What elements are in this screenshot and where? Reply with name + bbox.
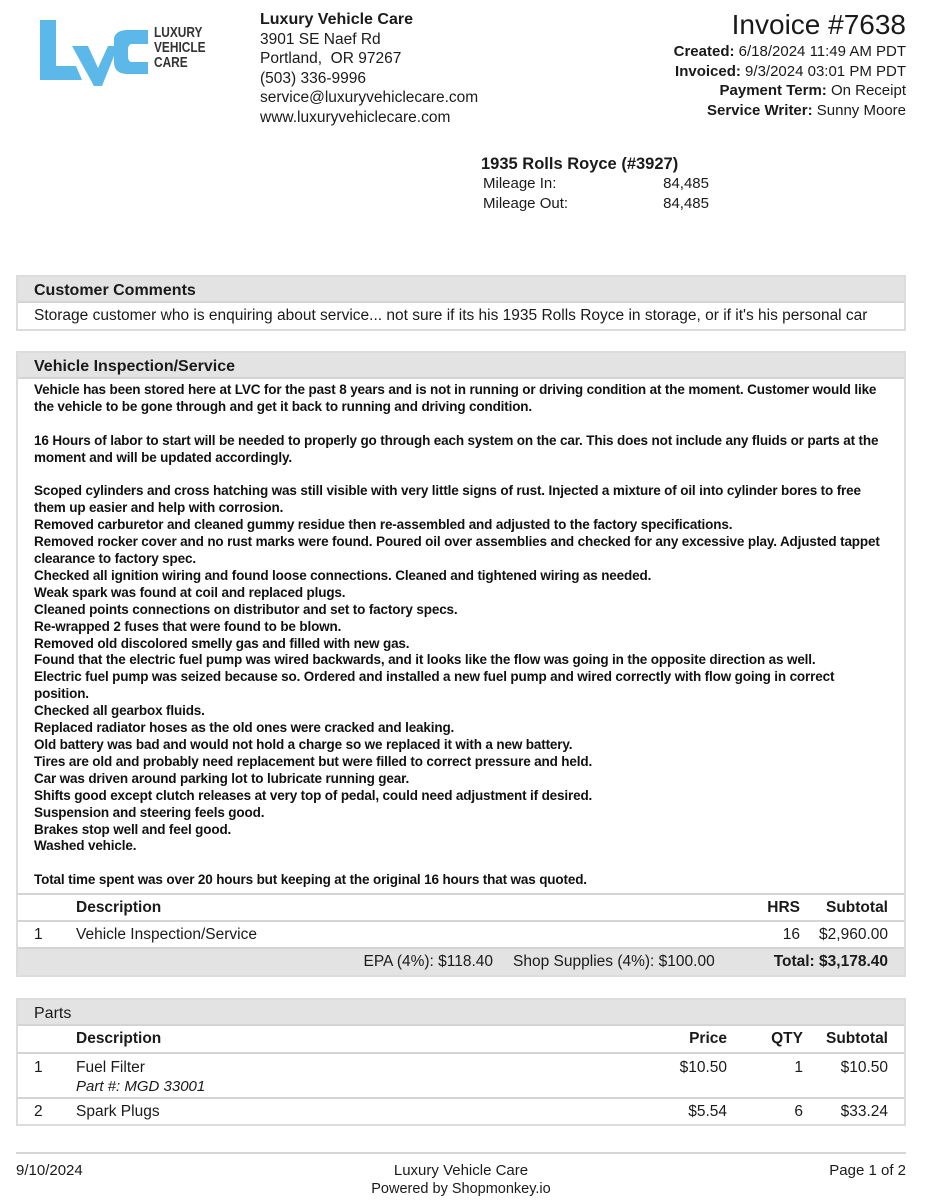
work-line: Suspension and steering feels good.: [34, 804, 265, 820]
inspection-header: Vehicle Inspection/Service: [18, 353, 904, 379]
customer-comments-section: [16, 275, 906, 331]
created-value: 6/18/2024 11:49 AM PDT: [734, 43, 906, 60]
work-line: Brakes stop well and feel good.: [34, 821, 232, 837]
mileage-out-row: [481, 194, 721, 214]
footer-powered-by: Powered by Shopmonkey.io: [371, 1181, 551, 1197]
mileage-out-value: 84,485: [663, 195, 709, 212]
company-logo: [32, 16, 218, 88]
part-row-number: 2: [34, 1103, 43, 1120]
part-row-description: Spark Plugs: [76, 1103, 160, 1120]
work-line: Removed rocker cover and no rust marks were found. Poured oil over assemblies and checked for any excessive play. Adjusted tappet clearance to factory spec.: [34, 534, 880, 567]
work-line: Checked all ignition wiring and found loose connections. Cleaned and tightened wiring as needed.: [34, 567, 652, 583]
footer-company: Luxury Vehicle Care: [393, 1162, 529, 1179]
invoiced-label: Invoiced:: [675, 62, 741, 80]
labor-row-number: 1: [34, 925, 43, 943]
col-qty: QTY: [727, 1026, 803, 1053]
labor-row-hrs: 16: [782, 925, 800, 943]
col-description: Description: [60, 1026, 627, 1053]
parts-header: Parts: [18, 1000, 904, 1026]
work-line: Removed old discolored smelly gas and filled with new gas.: [34, 635, 410, 651]
work-line: Removed carburetor and cleaned gummy residue then re-assembled and adjusted to the factory specifications.: [34, 517, 733, 533]
labor-totals-row: [18, 948, 904, 975]
logo-text-line: LUXURY: [154, 25, 203, 41]
inspection-notes: [18, 379, 904, 893]
work-line: Tires are old and probably need replacement but were filled to correct pressure and held.: [34, 753, 593, 769]
parts-section: [16, 998, 906, 1126]
labor-row: [18, 921, 904, 948]
company-name: Luxury Vehicle Care: [260, 11, 413, 28]
created-date: [674, 42, 906, 62]
service-writer-label: Service Writer:: [707, 101, 813, 119]
labor-total: Total: $3,178.40: [773, 953, 888, 971]
work-line: Checked all gearbox fluids.: [34, 703, 205, 719]
invoice-header: [674, 8, 906, 120]
mileage-out-label: Mileage Out:: [483, 195, 569, 212]
work-line: Scoped cylinders and cross hatching was still visible with very little signs of rust. Injected a mixture of oil into cylinder bores to free them up easier and help with corrosion.: [34, 483, 861, 516]
logo-text-line: CARE: [154, 55, 188, 71]
part-row-description: Fuel Filter: [76, 1059, 145, 1076]
part-row-qty: 6: [794, 1103, 803, 1120]
company-website[interactable]: www.luxuryvehiclecare.com: [260, 108, 451, 126]
part-row: [18, 1053, 904, 1098]
service-writer: [674, 101, 906, 121]
part-row-number: 1: [18, 1053, 60, 1098]
payment-term: [674, 81, 906, 101]
invoiced-date: [674, 62, 906, 82]
labor-table: [18, 893, 904, 975]
col-number: [18, 1026, 60, 1053]
payment-term-value: On Receipt: [826, 82, 906, 99]
vehicle-title: 1935 Rolls Royce (#3927): [481, 155, 679, 173]
labor-row-subtotal: $2,960.00: [819, 925, 888, 943]
mileage-in-value: 84,485: [663, 175, 709, 192]
work-line: Shifts good except clutch releases at very top of pedal, could need adjustment if desired.: [34, 787, 593, 803]
work-line: Old battery was bad and would not hold a charge so we replaced it with a new battery.: [34, 737, 573, 752]
logo-wordmark: [154, 26, 206, 71]
parts-table-header: [18, 1026, 904, 1053]
company-info: [260, 10, 478, 127]
labor-row-description: Vehicle Inspection/Service: [76, 925, 257, 943]
labor-table-header: [18, 894, 904, 921]
work-line: Replaced radiator hoses as the old ones were cracked and leaking.: [34, 720, 455, 736]
company-phone: (503) 336-9996: [260, 69, 366, 87]
mileage-in-row: [481, 174, 721, 194]
company-email[interactable]: service@luxuryvehiclecare.com: [260, 89, 479, 106]
work-line: Weak spark was found at coil and replaced plugs.: [34, 584, 346, 600]
customer-comments-header: Customer Comments: [18, 277, 904, 303]
work-performed-list: [34, 483, 888, 855]
work-line: Re-wrapped 2 fuses that were found to be blown.: [34, 618, 342, 634]
mileage-in-label: Mileage In:: [483, 175, 557, 192]
col-hrs: HRS: [754, 894, 800, 921]
work-line: Car was driven around parking lot to lubricate running gear.: [34, 770, 410, 786]
payment-term-label: Payment Term:: [719, 82, 827, 99]
vehicle-info: [481, 154, 721, 214]
part-number: Part #: MGD 33001: [76, 1078, 206, 1095]
company-address-line1: 3901 SE Naef Rd: [260, 30, 381, 48]
logo-text-line: VEHICLE: [154, 40, 206, 56]
inspection-section: [16, 351, 906, 977]
col-subtotal: Subtotal: [800, 894, 904, 921]
part-row-qty: 1: [727, 1053, 803, 1098]
service-writer-value: Sunny Moore: [812, 101, 906, 119]
part-row-subtotal: $33.24: [840, 1103, 888, 1120]
col-description: Description: [60, 894, 754, 921]
shop-supplies-fee: Shop Supplies (4%): $100.00: [513, 953, 715, 971]
inspection-paragraph: Vehicle has been stored here at LVC for the past 8 years and is not in running or driving condition at the moment. Customer would like the vehicle to be gone through and get it back to running and driving condition.: [34, 382, 877, 414]
inspection-paragraph: 16 Hours of labor to start will be needed to properly go through each system on the car. This does not include any fluids or parts at the moment and will be updated accordingly.: [34, 432, 879, 465]
inspection-closing: Total time spent was over 20 hours but keeping at the original 16 hours that was quoted.: [34, 872, 587, 888]
created-label: Created:: [673, 43, 735, 60]
work-line: Cleaned points connections on distributor and set to factory specs.: [34, 601, 458, 617]
invoiced-value: 9/3/2024 03:01 PM PDT: [740, 62, 906, 80]
part-row: [18, 1098, 904, 1124]
footer-date: 9/10/2024: [16, 1162, 83, 1179]
company-address-line2: Portland, OR 97267: [260, 50, 402, 67]
work-line: Found that the electric fuel pump was wired backwards, and it looks like the flow was going in the opposite direction as well.: [34, 652, 816, 668]
part-row-description-cell: [60, 1053, 627, 1098]
work-line: Washed vehicle.: [34, 838, 137, 854]
footer-center: [16, 1161, 906, 1199]
customer-comments-text: Storage customer who is enquiring about service... not sure if its his 1935 Rolls Royce in storage, or if it's his personal car: [34, 307, 868, 324]
part-row-price: $10.50: [627, 1053, 727, 1098]
footer-divider: [16, 1152, 906, 1154]
part-row-price: $5.54: [688, 1103, 727, 1120]
col-price: Price: [627, 1026, 727, 1053]
parts-table: [18, 1026, 904, 1124]
invoice-title: Invoice #7638: [731, 9, 906, 40]
col-subtotal: Subtotal: [803, 1026, 904, 1053]
epa-fee: EPA (4%): $118.40: [363, 953, 494, 971]
part-row-subtotal: $10.50: [803, 1053, 904, 1098]
work-line: Electric fuel pump was seized because so. Ordered and installed a new fuel pump and wired correctly with flow going in correct position.: [34, 669, 835, 702]
page-number: Page 1 of 2: [829, 1162, 906, 1179]
col-number: [18, 894, 60, 921]
